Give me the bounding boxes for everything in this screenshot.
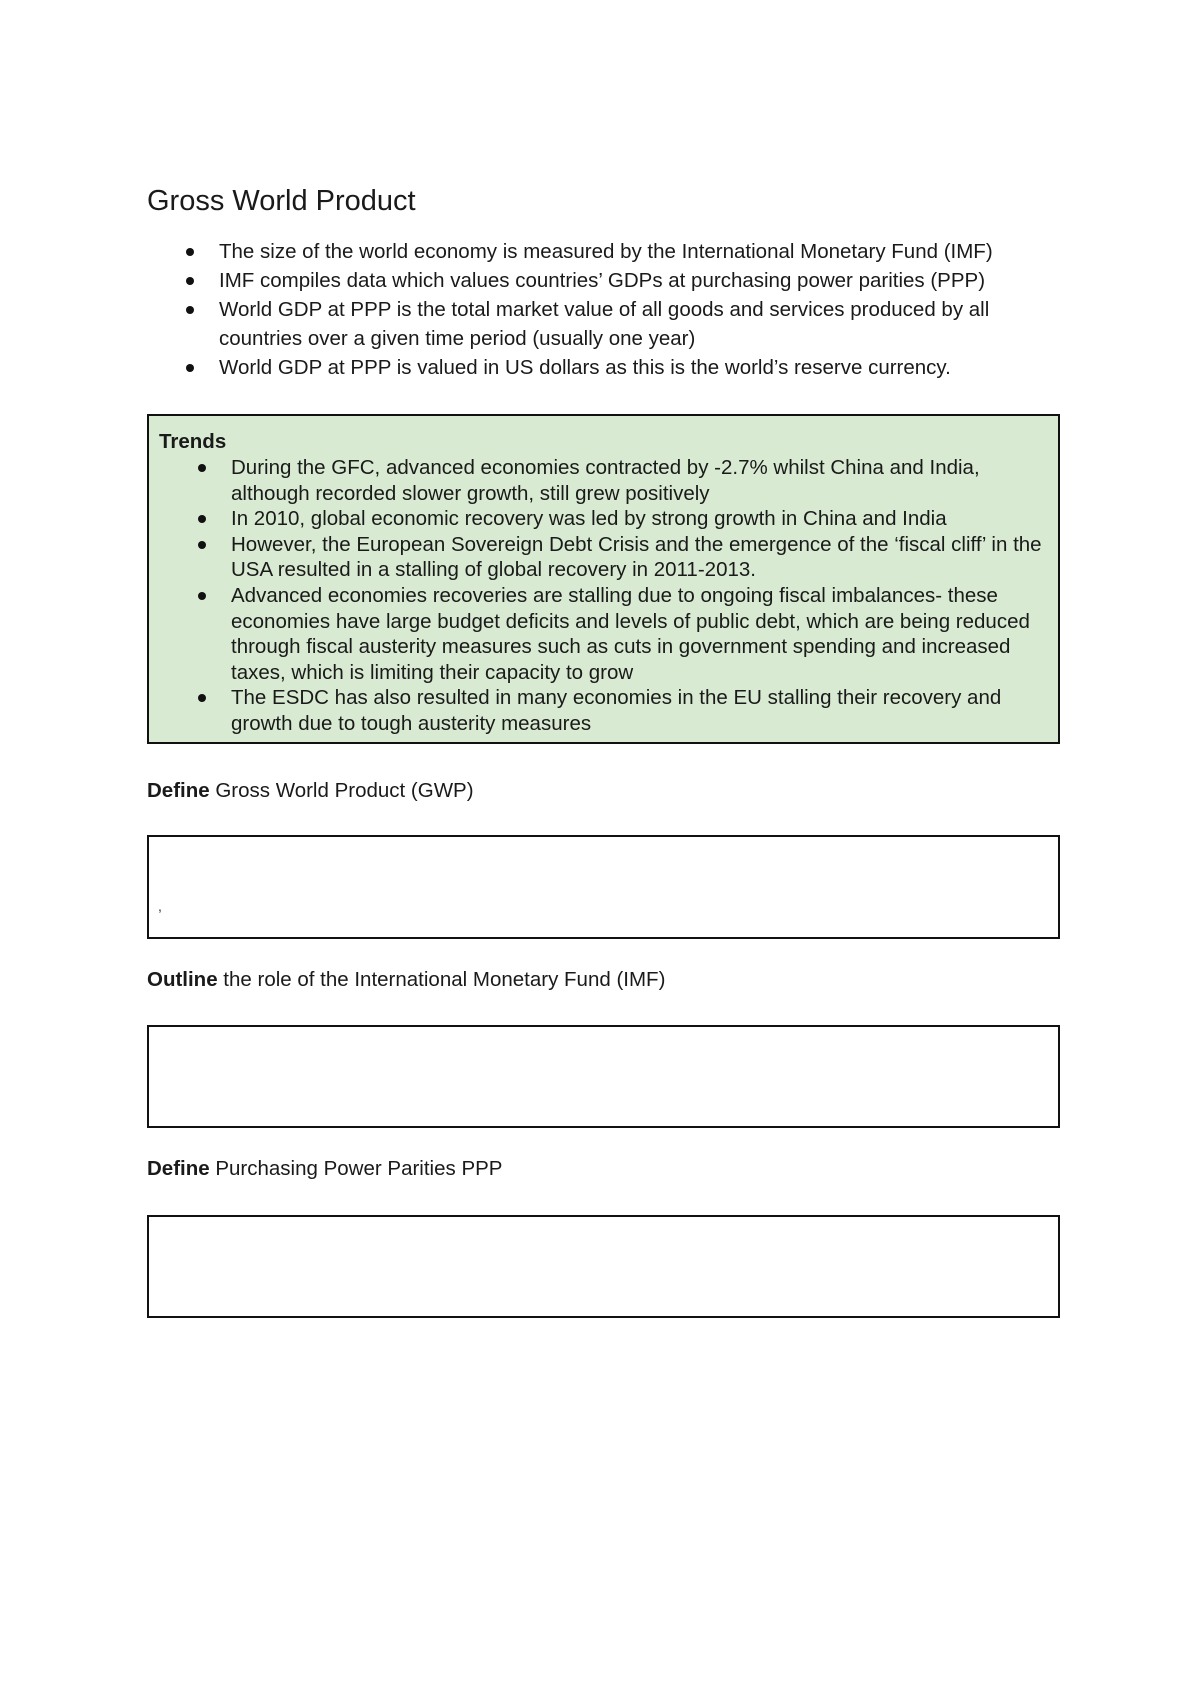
answer-box-ppp[interactable] bbox=[147, 1215, 1060, 1318]
question-text: Purchasing Power Parities PPP bbox=[209, 1157, 503, 1180]
question-text: the role of the International Monetary Fund (IMF) bbox=[217, 968, 666, 991]
list-item: The ESDC has also resulted in many economies in the EU stalling their recovery and growth due to tough austerity measures bbox=[159, 685, 1048, 736]
answer-text: , bbox=[158, 898, 162, 914]
question-verb: Define bbox=[147, 779, 210, 802]
list-item: IMF compiles data which values countries’ GDPs at purchasing power parities (PPP) bbox=[147, 266, 1064, 295]
list-item: However, the European Sovereign Debt Crisis and the emergence of the ‘fiscal cliff’ in the USA resulted in a stalling of global recovery in 2011-2013. bbox=[159, 532, 1048, 583]
answer-box-gwp[interactable] bbox=[147, 835, 1060, 939]
trends-heading: Trends bbox=[159, 430, 227, 453]
intro-bullet-list bbox=[147, 237, 1064, 382]
list-item: In 2010, global economic recovery was led by strong growth in China and India bbox=[159, 506, 1048, 532]
trends-bullet-list bbox=[159, 455, 1048, 737]
question-outline-imf bbox=[147, 966, 665, 994]
question-verb: Outline bbox=[147, 968, 218, 991]
trends-box bbox=[147, 414, 1060, 744]
question-define-ppp bbox=[147, 1155, 502, 1183]
answer-box-imf[interactable] bbox=[147, 1025, 1060, 1128]
question-verb: Define bbox=[147, 1157, 210, 1180]
list-item: The size of the world economy is measured by the International Monetary Fund (IMF) bbox=[147, 237, 1064, 266]
question-text: Gross World Product (GWP) bbox=[209, 779, 474, 802]
question-define-gwp bbox=[147, 777, 474, 805]
page-title: Gross World Product bbox=[147, 185, 416, 217]
list-item: World GDP at PPP is the total market value of all goods and services produced by all countries over a given time period (usually one year) bbox=[147, 295, 1064, 353]
list-item: During the GFC, advanced economies contracted by -2.7% whilst China and India, although recorded slower growth, still grew positively bbox=[159, 455, 1048, 506]
list-item: Advanced economies recoveries are stalling due to ongoing fiscal imbalances- these economies have large budget deficits and levels of public debt, which are being reduced through fiscal austerity measures such as cuts in government spending and increased taxes, which is limiting their capacity to grow bbox=[159, 583, 1048, 685]
list-item: World GDP at PPP is valued in US dollars as this is the world’s reserve currency. bbox=[147, 353, 1064, 382]
